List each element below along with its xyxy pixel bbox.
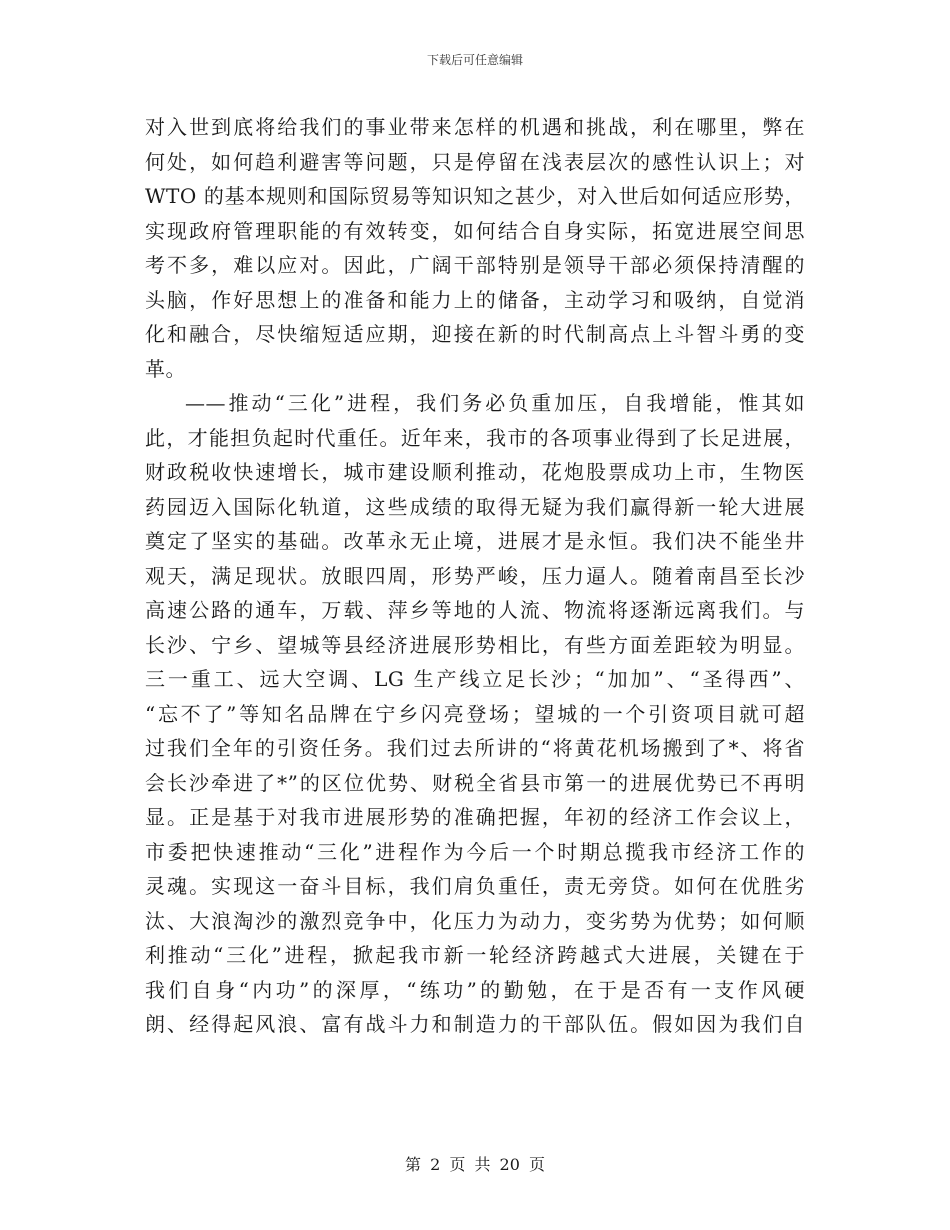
text-line: 灵魂。实现这一奋斗目标，我们肩负重任，责无旁贷。如何在优胜劣 <box>145 874 805 898</box>
text-line: 对入世到底将给我们的事业带来怎样的机遇和挑战，利在哪里，弊在 <box>145 115 805 139</box>
text-line: 此，才能担负起时代重任。近年来，我市的各项事业得到了长足进展， <box>145 425 805 450</box>
text-line: 革。 <box>145 356 186 381</box>
page-header: 下载后可任意编辑 <box>426 53 523 67</box>
text-line: 何处，如何趋利避害等问题，只是停留在浅表层次的感性认识上；对 <box>145 149 805 174</box>
text-line: 财政税收快速增长，城市建设顺利推动，花炮股票成功上市，生物医 <box>145 460 805 484</box>
page-footer: 第 2 页 共 20 页 <box>405 1155 545 1174</box>
text-line: 利推动“三化”进程，掀起我市新一轮经济跨越式大进展，关键在于 <box>145 943 805 967</box>
text-line: 考不多，难以应对。因此，广阔干部特别是领导干部必须保持清醒的 <box>145 253 805 277</box>
text-line: 实现政府管理职能的有效转变，如何结合自身实际，拓宽进展空间思 <box>145 218 805 243</box>
text-line: 观天，满足现状。放眼四周，形势严峻，压力逼人。随着南昌至长沙 <box>145 563 805 588</box>
text-line: ——推动“三化”进程，我们务必负重加压，自我增能，惟其如 <box>185 391 805 415</box>
text-line: 药园迈入国际化轨道，这些成绩的取得无疑为我们赢得新一轮大进展 <box>145 494 805 519</box>
text-line: 高速公路的通车，万载、萍乡等地的人流、物流将逐渐远离我们。与 <box>145 598 805 622</box>
text-line: 奠定了坚实的基础。改革永无止境，进展才是永恒。我们决不能坐井 <box>145 529 805 553</box>
text-line: 市委把快速推动“三化”进程作为今后一个时期总揽我市经济工作的 <box>145 839 805 864</box>
text-line: “忘不了”等知名品牌在宁乡闪亮登场；望城的一个引资项目就可超 <box>145 701 805 726</box>
text-line: WTO 的基本规则和国际贸易等知识知之甚少，对入世后如何适应形势， <box>145 184 805 208</box>
text-line: 三一重工、远大空调、LG 生产线立足长沙；“加加”、“圣得西”、 <box>145 667 805 691</box>
document-body <box>145 110 805 1042</box>
paragraph-1 <box>145 110 805 386</box>
text-line: 朗、经得起风浪、富有战斗力和制造力的干部队伍。假如因为我们自 <box>145 1012 805 1036</box>
text-line: 化和融合，尽快缩短适应期，迎接在新的时代制高点上斗智斗勇的变 <box>145 322 805 346</box>
paragraph-2 <box>145 386 805 1042</box>
text-line: 长沙、宁乡、望城等县经济进展形势相比，有些方面差距较为明显。 <box>145 632 805 657</box>
text-line: 会长沙牵进了*”的区位优势、财税全省县市第一的进展优势已不再明 <box>145 770 805 795</box>
text-line: 过我们全年的引资任务。我们过去所讲的“将黄花机场搬到了*、将省 <box>145 736 805 760</box>
text-line: 汰、大浪淘沙的激烈竞争中，化压力为动力，变劣势为优势；如何顺 <box>145 908 805 933</box>
text-line: 头脑，作好思想上的准备和能力上的储备，主动学习和吸纳，自觉消 <box>145 287 805 312</box>
text-line: 我们自身“内功”的深厚，“练功”的勤勉，在于是否有一支作风硬 <box>145 977 805 1002</box>
text-line: 显。正是基于对我市进展形势的准确把握，年初的经济工作会议上， <box>145 805 805 829</box>
